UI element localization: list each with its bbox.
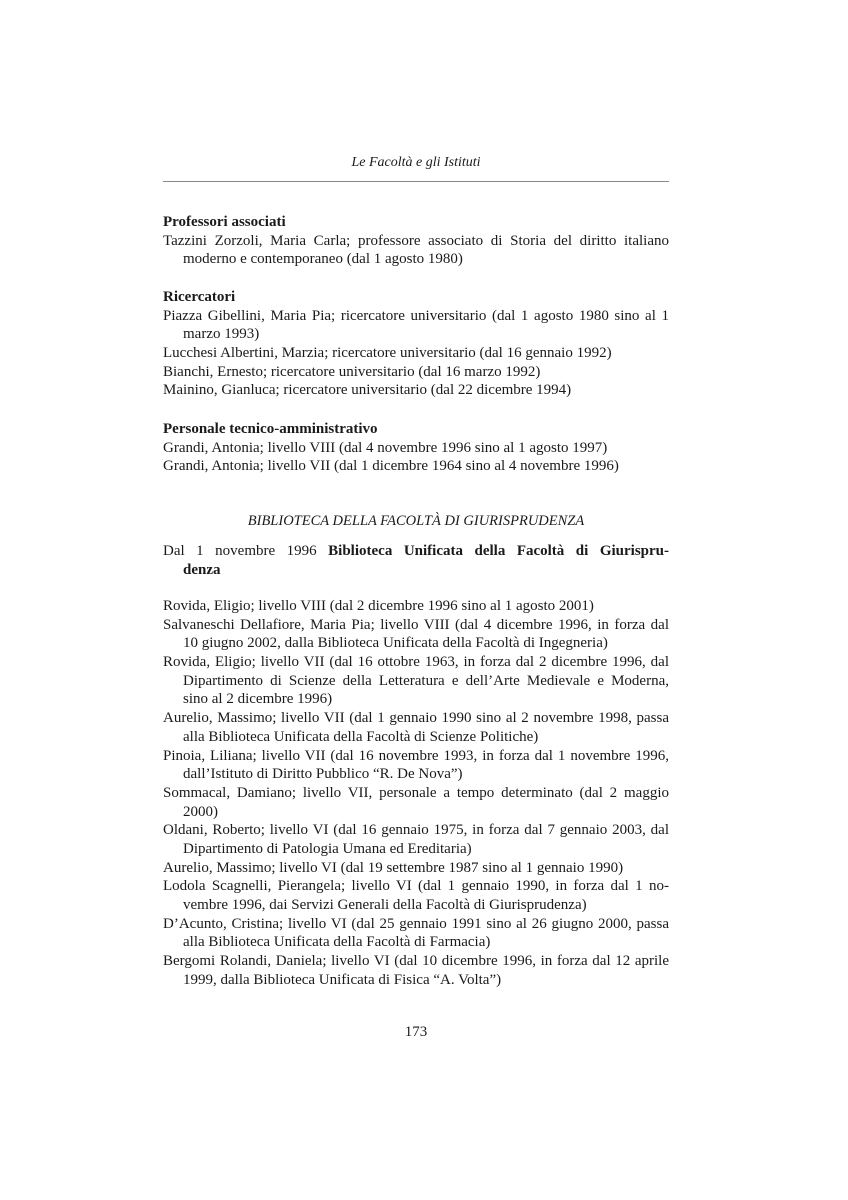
intro-bold-cont: denza bbox=[183, 561, 221, 578]
entry-line: Oldani, Roberto; livello VI (dal 16 gennaio 1975, in forza dal 7 gennaio 2003, dal bbox=[163, 822, 669, 839]
entry-continuation-line: vembre 1996, dai Servizi Generali della Facoltà di Giurisprudenza) bbox=[183, 897, 587, 913]
list-item bbox=[163, 915, 669, 952]
section-personale bbox=[163, 420, 669, 476]
list-item bbox=[163, 784, 669, 821]
entry-line: Bergomi Rolandi, Daniela; livello VI (dal 10 dicembre 1996, in forza dal 12 aprile bbox=[163, 953, 669, 970]
entry-line: Lucchesi Albertini, Marzia; ricercatore universitario (dal 16 gennaio 1992) bbox=[163, 345, 612, 362]
library-intro-cont bbox=[163, 561, 669, 580]
header-rule bbox=[163, 181, 669, 182]
entry-line: Rovida, Eligio; livello VIII (dal 2 dicembre 1996 sino al 1 agosto 2001) bbox=[163, 598, 594, 614]
entry-line: D’Acunto, Cristina; livello VI (dal 25 gennaio 1991 sino al 26 giugno 2000, passa bbox=[163, 915, 669, 932]
library-intro-line bbox=[163, 542, 669, 561]
intro-bold: Biblioteca Unificata della Facoltà di Giurispru- bbox=[328, 543, 669, 559]
entry-line: Lodola Scagnelli, Pierangela; livello VI (dal 1 gennaio 1990, in forza dal 1 no- bbox=[163, 878, 669, 895]
library-intro bbox=[163, 542, 669, 579]
entry-line: Rovida, Eligio; livello VII (dal 16 ottobre 1963, in forza dal 2 dicembre 1996, dal bbox=[163, 654, 669, 671]
entry-line: Sommacal, Damiano; livello VII, personale a tempo determinato (dal 2 maggio bbox=[163, 784, 669, 801]
list-item bbox=[163, 709, 669, 746]
list-item bbox=[163, 363, 669, 382]
intro-plain: Dal 1 novembre 1996 bbox=[163, 543, 329, 559]
library-staff-list bbox=[163, 597, 669, 989]
list-item bbox=[163, 877, 669, 914]
section-ricercatori bbox=[163, 288, 669, 400]
list-item bbox=[163, 859, 669, 878]
page-number: 173 bbox=[404, 1024, 428, 1040]
list-item bbox=[163, 821, 669, 858]
list-item bbox=[163, 307, 669, 344]
entry-continuation-line: marzo 1993) bbox=[183, 326, 260, 343]
running-head: Le Facoltà e gli Istituti bbox=[351, 155, 481, 170]
entry-line: Grandi, Antonia; livello VIII (dal 4 novembre 1996 sino al 1 agosto 1997) bbox=[163, 439, 608, 456]
entry-continuation-line: sino al 2 dicembre 1996) bbox=[183, 691, 333, 708]
entry-continuation-line: Dipartimento di Patologia Umana ed Ereditaria) bbox=[183, 840, 472, 857]
section-heading: Personale tecnico-amministrativo bbox=[163, 421, 378, 437]
list-item bbox=[163, 381, 669, 400]
list-item bbox=[163, 439, 669, 458]
entry-line: Tazzini Zorzoli, Maria Carla; professore associato di Storia del diritto italiano bbox=[163, 232, 669, 249]
entry-line: Aurelio, Massimo; livello VI (dal 19 settembre 1987 sino al 1 gennaio 1990) bbox=[163, 859, 624, 876]
entry-line: Aurelio, Massimo; livello VII (dal 1 gennaio 1990 sino al 2 novembre 1998, passa bbox=[163, 710, 669, 727]
list-item bbox=[163, 597, 669, 616]
section-heading: Professori associati bbox=[163, 214, 286, 230]
section-professori-associati bbox=[163, 213, 669, 269]
section-heading: Ricercatori bbox=[163, 289, 236, 305]
entry-continuation-line: 2000) bbox=[183, 803, 218, 820]
list-item bbox=[163, 457, 669, 476]
entry-line: Salvaneschi Dellafiore, Maria Pia; livello VIII (dal 4 dicembre 1996, in forza dal bbox=[163, 616, 669, 633]
entry-line: Piazza Gibellini, Maria Pia; ricercatore universitario (dal 1 agosto 1980 sino al 1 bbox=[163, 307, 669, 324]
entry-line: Grandi, Antonia; livello VII (dal 1 dicembre 1964 sino al 4 novembre 1996) bbox=[163, 458, 619, 475]
library-title: BIBLIOTECA DELLA FACOLTÀ DI GIURISPRUDENZA bbox=[247, 513, 585, 529]
list-item bbox=[163, 344, 669, 363]
entry-continuation-line: alla Biblioteca Unificata della Facoltà di Scienze Politiche) bbox=[183, 728, 539, 745]
entry-line: Mainino, Gianluca; ricercatore universitario (dal 22 dicembre 1994) bbox=[163, 382, 572, 399]
entry-continuation-line: dall’Istituto di Diritto Pubblico “R. De Nova”) bbox=[183, 766, 463, 783]
list-item bbox=[163, 616, 669, 653]
list-item bbox=[163, 653, 669, 709]
entry-continuation-line: 1999, dalla Biblioteca Unificata di Fisica “A. Volta”) bbox=[183, 971, 502, 988]
entry-continuation-line: Dipartimento di Scienze della Letteratura e dell’Arte Medievale e Moderna, bbox=[183, 672, 669, 689]
entry-line: Pinoia, Liliana; livello VII (dal 16 novembre 1993, in forza dal 1 novembre 1996, bbox=[163, 747, 669, 764]
entry-continuation-line: 10 giugno 2002, dalla Biblioteca Unificata della Facoltà di Ingegneria) bbox=[183, 635, 608, 652]
list-item bbox=[163, 952, 669, 989]
entry-continuation-line: moderno e contemporaneo (dal 1 agosto 1980) bbox=[183, 251, 463, 268]
list-item bbox=[163, 232, 669, 269]
entry-continuation-line: alla Biblioteca Unificata della Facoltà di Farmacia) bbox=[183, 934, 491, 951]
list-item bbox=[163, 747, 669, 784]
entry-line: Bianchi, Ernesto; ricercatore universitario (dal 16 marzo 1992) bbox=[163, 363, 541, 380]
